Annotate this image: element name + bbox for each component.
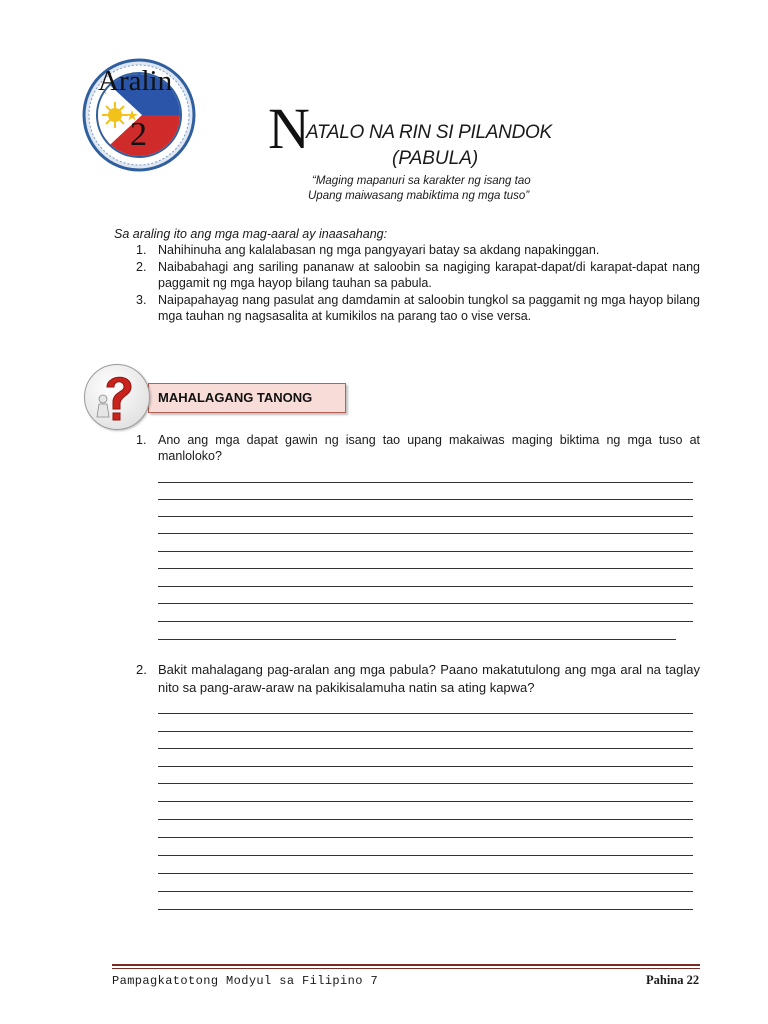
answer-line[interactable]: [158, 482, 693, 483]
section-title: MAHALAGANG TANONG: [158, 390, 313, 405]
title-quote-line-1: “Maging mapanuri sa karakter ng isang tao: [312, 175, 531, 187]
footer-rule: [112, 964, 700, 966]
question-item: [136, 661, 700, 697]
answer-line[interactable]: [158, 891, 693, 892]
answer-line[interactable]: [158, 783, 693, 784]
answer-line[interactable]: [158, 909, 693, 910]
answer-line[interactable]: [158, 499, 693, 500]
answer-line[interactable]: [158, 766, 693, 767]
objective-number: 2.: [136, 260, 147, 274]
objective-text: Naibabahagi ang sariling pananaw at saloobin sa nagiging karapat-dapat/di karapat-dapat nang paggamit ng mga hayop bilang tauhan sa pabula.: [158, 260, 700, 290]
answer-line[interactable]: [158, 837, 693, 838]
objective-item: [136, 260, 700, 291]
page-subtitle: (PABULA): [392, 148, 479, 169]
objective-item: [136, 243, 700, 259]
answer-line[interactable]: [158, 855, 693, 856]
answer-line[interactable]: [158, 873, 693, 874]
answer-line[interactable]: [158, 533, 693, 534]
question-item: [136, 432, 700, 464]
page-title: ATALO NA RIN SI PILANDOK: [306, 122, 552, 143]
objective-item: [136, 293, 700, 324]
question-number: 2.: [136, 662, 147, 677]
question-text: Bakit mahalagang pag-aralan ang mga pabula? Paano makatutulong ang mga aral na taglay nito sa pang-araw-araw na pakikisalamuha natin sa ating kapwa?: [158, 662, 700, 695]
answer-line[interactable]: [158, 621, 693, 622]
answer-line[interactable]: [158, 713, 693, 714]
question-mark-icon: [85, 365, 149, 429]
objective-text: Naipapahayag nang pasulat ang damdamin at saloobin tungkol sa paggamit ng mga hayop bilang mga tauhan ng nagsasalita at kumikilos na parang tao o vise versa.: [158, 293, 700, 323]
question-number: 1.: [136, 433, 147, 447]
objective-number: 3.: [136, 293, 147, 307]
answer-line[interactable]: [158, 586, 693, 587]
answer-line[interactable]: [158, 551, 693, 552]
title-dropcap: N: [268, 96, 310, 161]
question-text: Ano ang mga dapat gawin ng isang tao upang makaiwas maging biktima ng mga tuso at manloloko?: [158, 433, 700, 463]
title-quote-line-2: Upang maiwasang mabiktima ng mga tuso”: [308, 190, 530, 202]
answer-line[interactable]: [158, 819, 693, 820]
seal-label-aralin: Aralin: [98, 65, 173, 97]
objectives-intro: Sa araling ito ang mga mag-aaral ay inaasahang:: [114, 227, 388, 241]
answer-line[interactable]: [158, 731, 693, 732]
answer-line[interactable]: [158, 516, 693, 517]
answer-line[interactable]: [158, 603, 693, 604]
answer-line[interactable]: [158, 639, 676, 640]
question-mark-figure-icon: [84, 364, 150, 430]
answer-line[interactable]: [158, 748, 693, 749]
objective-number: 1.: [136, 243, 147, 257]
objective-text: Nahihinuha ang kalalabasan ng mga pangyayari batay sa akdang napakinggan.: [158, 243, 600, 257]
seal-label-number: 2: [130, 116, 147, 153]
answer-line[interactable]: [158, 801, 693, 802]
footer-module-name: Pampagkatotong Modyul sa Filipino 7: [112, 974, 379, 988]
answer-line[interactable]: [158, 568, 693, 569]
footer-rule-thin: [112, 968, 700, 969]
page-number: Pahina 22: [646, 973, 700, 987]
